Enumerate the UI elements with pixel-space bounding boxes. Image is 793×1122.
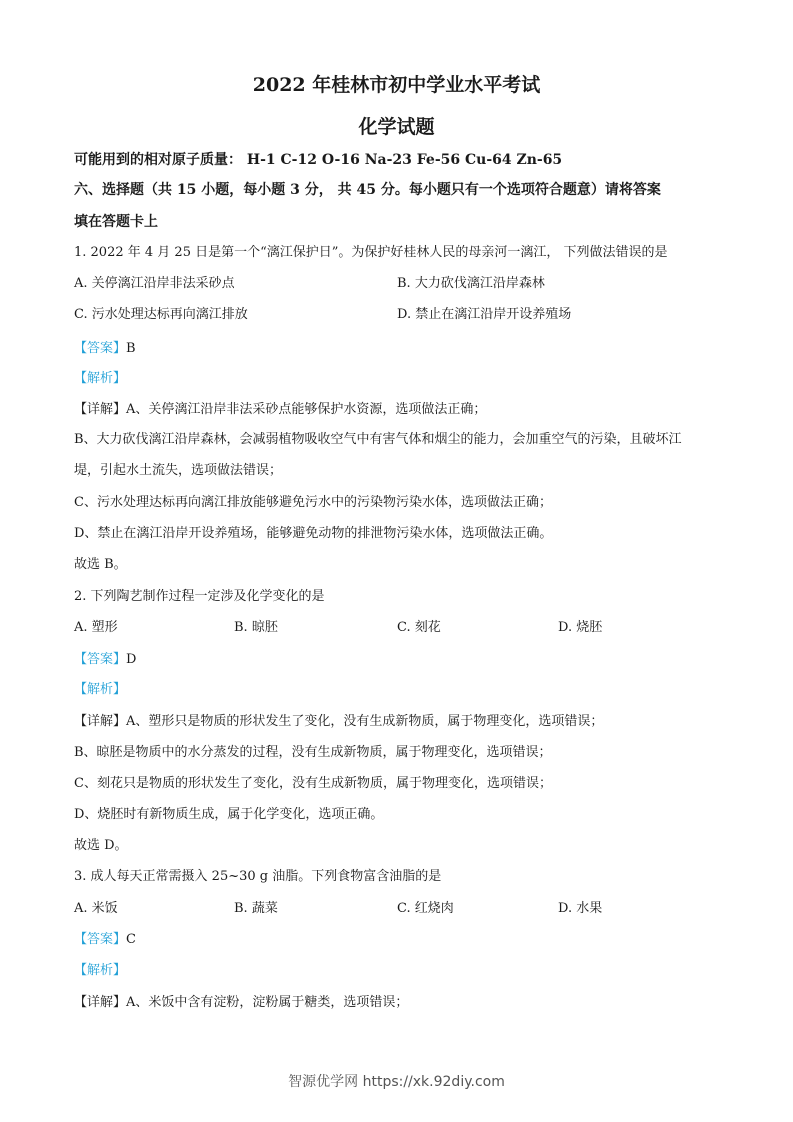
answer-tag: 【答案】 (74, 932, 127, 947)
answer-tag: 【答案】 (74, 652, 127, 667)
section-heading-line1: 六、选择题（共 15 小题，每小题 3 分， 共 45 分。每小题只有一个选项符合题意）请将答案 (74, 182, 661, 198)
exam-title: 2022 年桂林市初中学业水平考试 (252, 74, 541, 96)
q2-detail-line-2: C、刻花只是物质的形状发生了变化，没有生成新物质，属于物理变化，选项错误； (74, 776, 552, 791)
q3-analysis-tag: 【解析】 (74, 963, 127, 978)
answer-tag: 【答案】 (74, 341, 127, 356)
q1-detail-line-2: 堤，引起水土流失，选项做法错误； (74, 463, 283, 478)
q1-conclusion: 故选 B。 (74, 557, 127, 572)
q2-analysis-tag: 【解析】 (74, 682, 127, 697)
q3-option-d: D. 水果 (558, 901, 603, 916)
detail-tag: 【详解】 (74, 402, 127, 417)
q2-answer (74, 650, 723, 670)
q1-option-c: C. 污水处理达标再向漓江排放 (74, 307, 248, 322)
q1-option-a: A. 关停漓江沿岸非法采砂点 (74, 276, 235, 291)
answer-value: D (126, 652, 137, 667)
q1-option-d: D. 禁止在漓江沿岸开设养殖场 (397, 307, 572, 322)
q1-detail-line-3: C、污水处理达标再向漓江排放能够避免污水中的污染物污染水体，选项做法正确； (74, 495, 552, 510)
question-1-stem: 1. 2022 年 4 月 25 日是第一个“漓江保护日”。为保护好桂林人民的母亲河一漓江， 下列做法错误的是 (74, 245, 668, 260)
q2-option-b: B. 晾胚 (234, 620, 278, 635)
detail-tag: 【详解】 (74, 714, 127, 729)
atomic-masses: 可能用到的相对原子质量： H-1 C-12 O-16 Na-23 Fe-56 Cu-64 Zn-65 (74, 152, 563, 168)
q3-option-b: B. 蔬菜 (234, 901, 278, 916)
q1-option-b: B. 大力砍伐漓江沿岸森林 (397, 276, 545, 291)
detail-tag: 【详解】 (74, 995, 127, 1010)
q2-detail-line-0 (74, 712, 723, 732)
detail-text: A、塑形只是物质的形状发生了变化，没有生成新物质，属于物理变化，选项错误； (126, 714, 604, 729)
q3-option-c: C. 红烧肉 (397, 901, 454, 916)
q1-detail-line-0 (74, 400, 723, 420)
q2-detail-line-3: D、烧胚时有新物质生成，属于化学变化，选项正确。 (74, 807, 384, 822)
question-3-stem: 3. 成人每天正常需摄入 25~30 g 油脂。下列食物富含油脂的是 (74, 869, 442, 884)
q3-detail-line-0 (74, 993, 723, 1013)
section-heading-line2: 填在答题卡上 (74, 214, 158, 230)
q1-answer (74, 339, 723, 359)
q1-detail-line-4: D、禁止在漓江沿岸开设养殖场，能够避免动物的排泄物污染水体，选项做法正确。 (74, 526, 553, 541)
q2-detail-line-1: B、晾胚是物质中的水分蒸发的过程，没有生成新物质，属于物理变化，选项错误； (74, 745, 552, 760)
q2-option-a: A. 塑形 (74, 620, 118, 635)
exam-subtitle: 化学试题 (358, 116, 435, 138)
footer-watermark: 智源优学网 https://xk.92diy.com (288, 1074, 505, 1090)
q2-conclusion: 故选 D。 (74, 838, 128, 853)
q3-answer (74, 930, 723, 950)
answer-value: C (126, 932, 136, 947)
detail-text: A、关停漓江沿岸非法采砂点能够保护水资源，选项做法正确； (126, 402, 487, 417)
q2-option-c: C. 刻花 (397, 620, 441, 635)
question-2-stem: 2. 下列陶艺制作过程一定涉及化学变化的是 (74, 589, 325, 604)
answer-value: B (126, 341, 136, 356)
q1-detail-line-1: B、大力砍伐漓江沿岸森林，会减弱植物吸收空气中有害气体和烟尘的能力，会加重空气的污染，且破坏江 (74, 432, 682, 447)
q2-option-d: D. 烧胚 (558, 620, 603, 635)
detail-text: A、米饭中含有淀粉，淀粉属于糖类，选项错误； (126, 995, 409, 1010)
q3-option-a: A. 米饭 (74, 901, 118, 916)
q1-analysis-tag: 【解析】 (74, 371, 127, 386)
